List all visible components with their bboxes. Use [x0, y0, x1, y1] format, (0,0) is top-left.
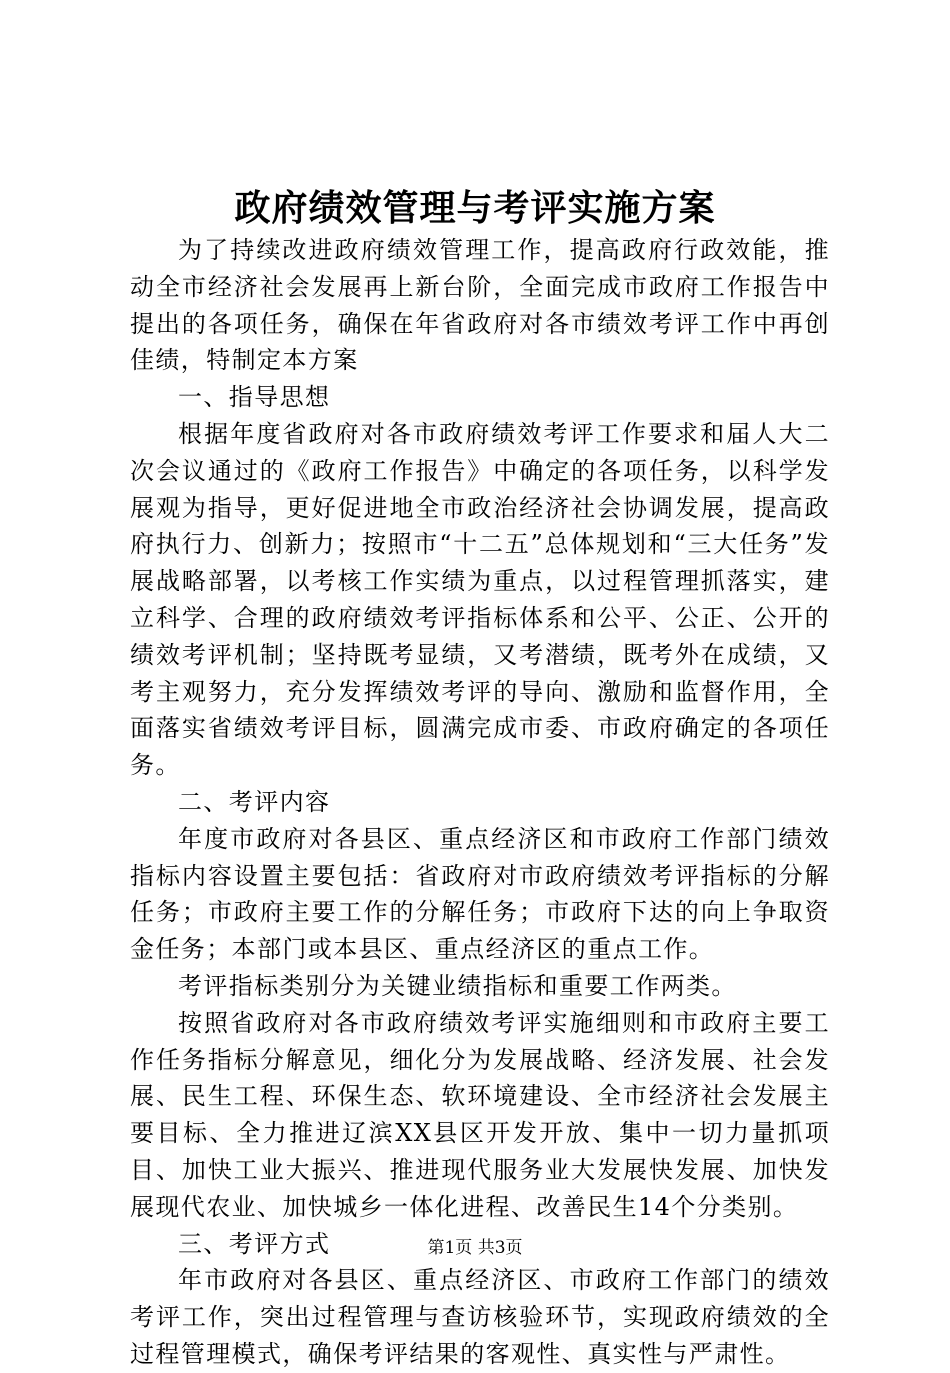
document-body — [130, 232, 830, 1373]
indicator-breakdown-paragraph: 按照省政府对各市政府绩效考评实施细则和市政府主要工作任务指标分解意见，细化分为发展战略、经济发展、社会发展、民生工程、环保生态、软环境建设、全市经济社会发展主要目标、全力推进辽滨XX县区开发开放、集中一切力量抓项目、加快工业大振兴、推进现代服务业大发展快发展、加快发展现代农业、加快城乡一体化进程、改善民生14个分类别。 — [130, 1008, 830, 1221]
evaluation-content-paragraph: 年度市政府对各县区、重点经济区和市政府工作部门绩效指标内容设置主要包括：省政府对市政府绩效考评指标的分解任务；市政府主要工作的分解任务；市政府下达的向上争取资金任务；本部门或本县区、重点经济区的重点工作。 — [130, 824, 830, 964]
evaluation-method-paragraph: 年市政府对各县区、重点经济区、市政府工作部门的绩效考评工作，突出过程管理与查访核验环节，实现政府绩效的全过程管理模式，确保考评结果的客观性、真实性与严肃性。 — [130, 1266, 830, 1368]
indicator-category-paragraph: 考评指标类别分为关键业绩指标和重要工作两类。 — [178, 971, 737, 1000]
section-heading-guiding-ideology: 一、指导思想 — [178, 383, 331, 412]
document-title: 政府绩效管理与考评实施方案 — [234, 187, 716, 229]
page-number-footer: 第1页 共3页 — [427, 1238, 523, 1258]
guiding-ideology-paragraph: 根据年度省政府对各市政府绩效考评工作要求和届人大二次会议通过的《政府工作报告》中确定的各项任务，以科学发展观为指导，更好促进地全市政治经济社会协调发展，提高政府执行力、创新力；按照市“十二五”总体规划和“三大任务”发展战略部署，以考核工作实绩为重点，以过程管理抓落实，建立科学、合理的政府绩效考评指标体系和公平、公正、公开的绩效考评机制；坚持既考显绩，又考潜绩，既考外在成绩，又考主观努力，充分发挥绩效考评的导向、激励和监督作用，全面落实省绩效考评目标，圆满完成市委、市政府确定的各项任务。 — [130, 419, 830, 780]
intro-paragraph: 为了持续改进政府绩效管理工作，提高政府行政效能，推动全市经济社会发展再上新台阶，全面完成市政府工作报告中提出的各项任务，确保在年省政府对各市绩效考评工作中再创佳绩，特制定本方案 — [130, 236, 830, 375]
section-heading-evaluation-content: 二、考评内容 — [178, 787, 331, 816]
section-heading-evaluation-method: 三、考评方式 — [178, 1229, 331, 1258]
